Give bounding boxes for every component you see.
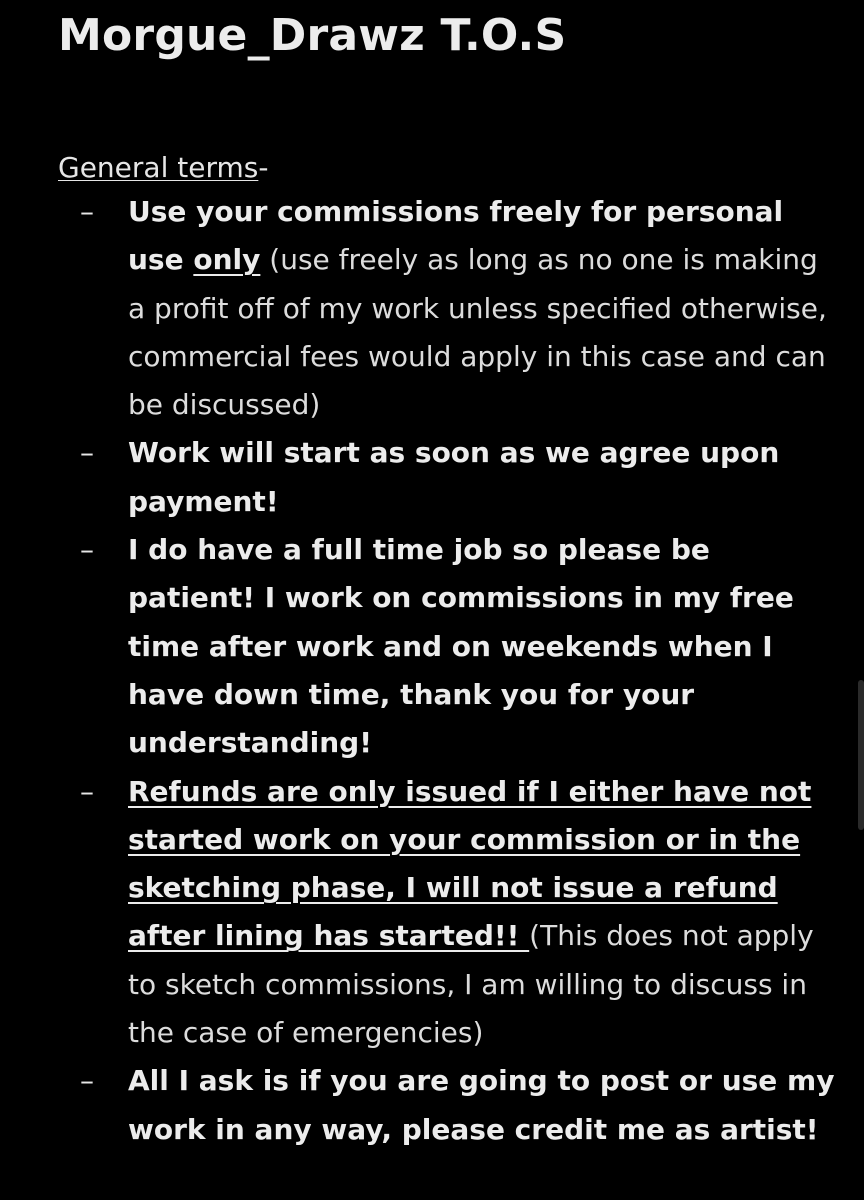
term-item xyxy=(58,429,838,526)
term-emphasis-text: Refunds are only issued if I either have not started work on your commission or in the sketching phase, I will not issue a refund after lining has started!! xyxy=(128,774,812,953)
dash-bullet: – xyxy=(80,774,94,808)
term-bold-text: Use your commissions freely for personal use xyxy=(128,195,784,277)
dash-bullet: – xyxy=(80,436,94,470)
dash-bullet: – xyxy=(80,1064,94,1098)
section-heading-suffix: - xyxy=(258,151,269,184)
term-item xyxy=(58,768,838,1058)
section-heading xyxy=(58,150,838,186)
term-bold-text: I do have a full time job so please be patient! I work on commissions in my free time after work and on weekends when I have down time, thank you for your understanding! xyxy=(128,533,794,760)
dash-bullet: – xyxy=(80,195,94,228)
terms-list xyxy=(58,188,838,1154)
term-bold-text: Work will start as soon as we agree upon payment! xyxy=(128,436,780,518)
section-heading-text: General terms xyxy=(58,151,259,184)
term-emphasis-text: only xyxy=(193,243,261,277)
document xyxy=(58,8,838,1154)
term-item xyxy=(58,188,838,429)
document-title: Morgue_Drawz T.O.S xyxy=(58,10,567,61)
dash-bullet: – xyxy=(80,533,94,567)
scrollbar[interactable] xyxy=(858,680,864,830)
term-note-text: (use freely as long as no one is making a profit off of my work unless specified otherwise, commercial fees would apply in this case and can be discussed) xyxy=(128,243,827,422)
term-bold-text: All I ask is if you are going to post or use my work in any way, please credit me as artist! xyxy=(128,1064,835,1146)
term-item xyxy=(58,1057,838,1154)
term-note-text: (This does not apply to sketch commissions, I am willing to discuss in the case of emergencies) xyxy=(128,919,814,1050)
term-item xyxy=(58,526,838,767)
